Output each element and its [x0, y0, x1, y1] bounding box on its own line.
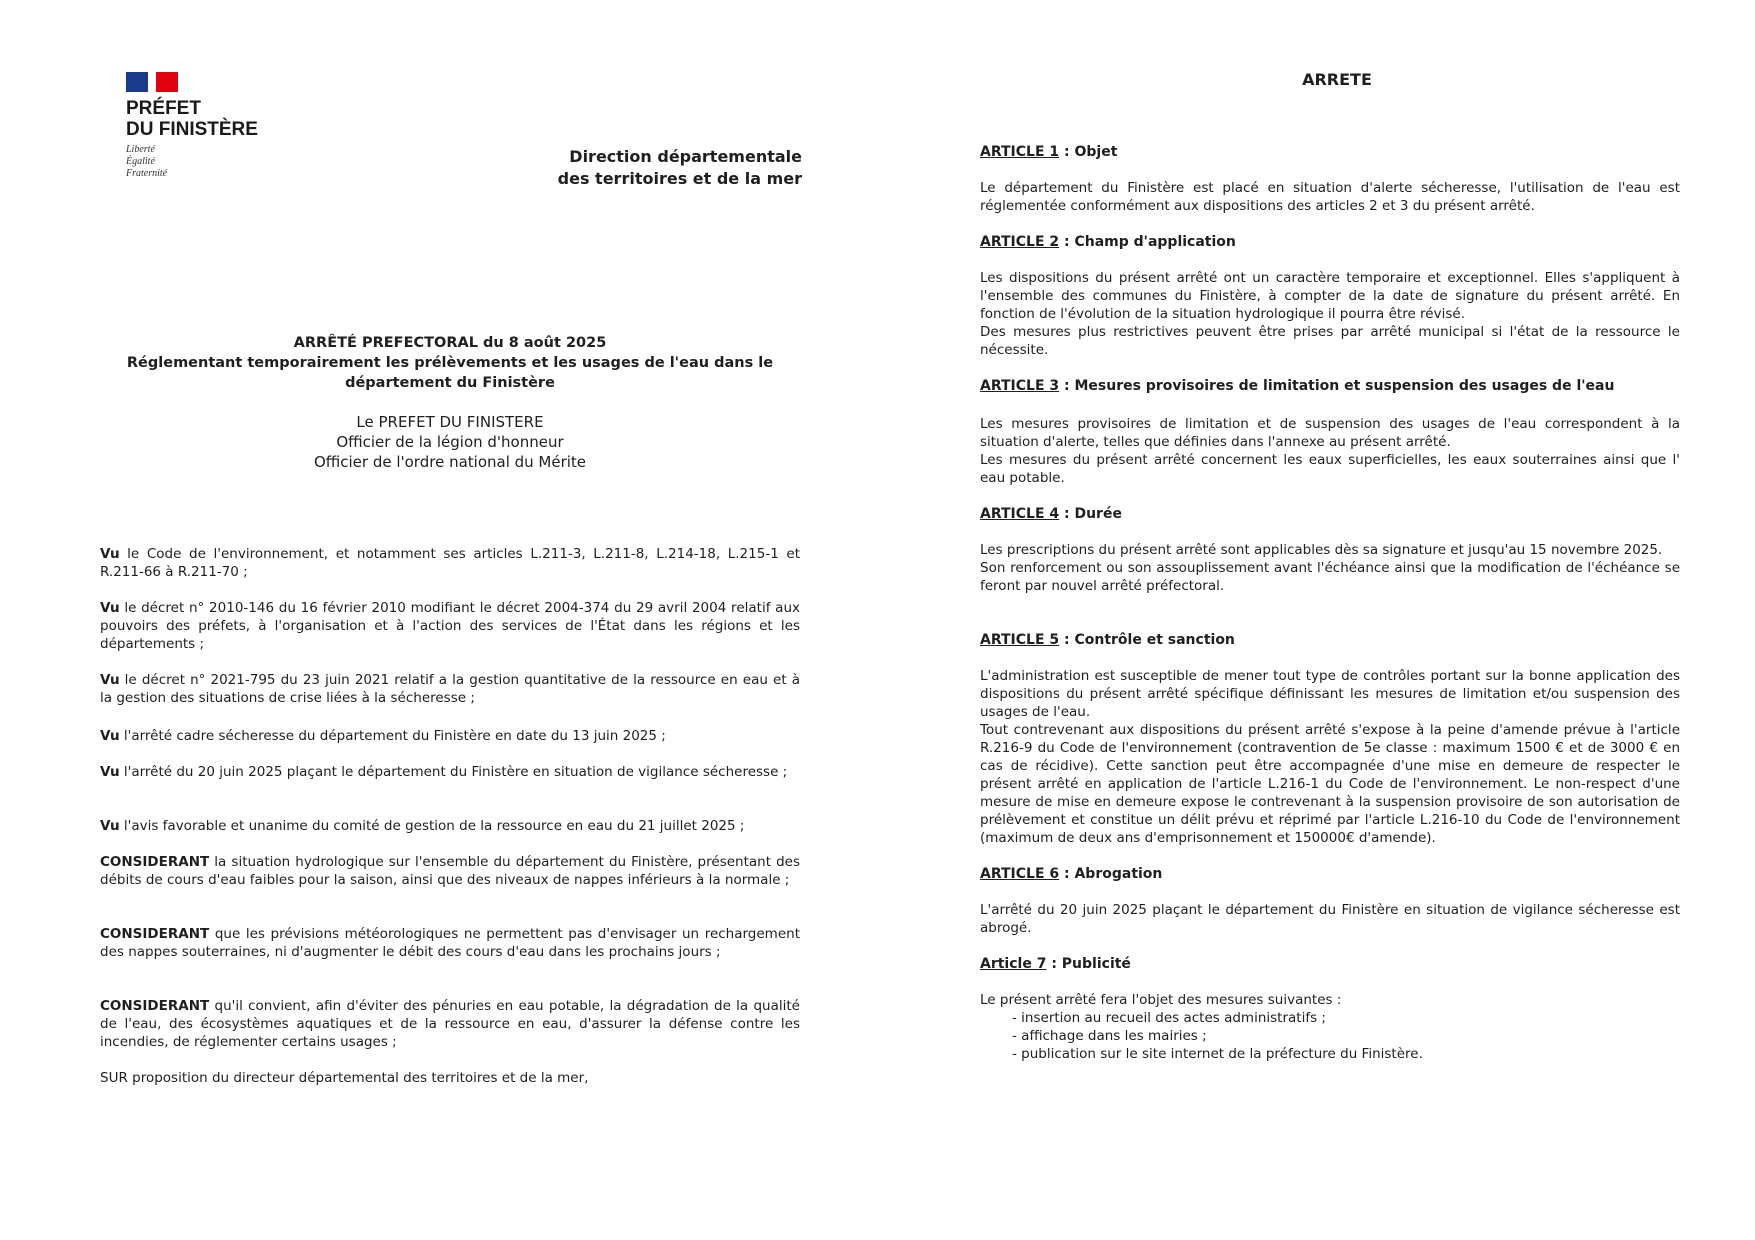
paragraph-line: Les mesures du présent arrêté concernent les eaux superficielles, les eaux souterraines ainsi que l' eau potable. — [980, 452, 1680, 486]
motto-egalite: Égalité — [126, 156, 155, 167]
prefet-name — [126, 98, 258, 140]
article-heading — [980, 955, 1680, 973]
marianne-flag-icon — [126, 72, 178, 92]
right-page — [877, 0, 1755, 1240]
consideration — [100, 545, 800, 581]
consideration — [100, 853, 800, 889]
direction-line1: Direction départementale — [569, 147, 802, 166]
consideration-text: l'arrêté du 20 juin 2025 plaçant le département du Finistère en situation de vigilance sécheresse ; — [119, 764, 788, 780]
consideration — [100, 727, 800, 745]
motto-liberte: Liberté — [126, 144, 155, 155]
title-line2: Réglementant temporairement les prélèvements et les usages de l'eau dans le — [126, 355, 774, 371]
prefecture-logo — [126, 72, 258, 180]
paragraph-line: Tout contrevenant aux dispositions du présent arrêté s'expose à la peine d'amende prévue à l'article R.216-9 du Code de l'environnement (contravention de 5e classe : maximum 1500 € et de 3000 € en cas de récidive). Cette sanction peut être accompagnée d'une mise en demeure de respecter le présent arrêté en application de l'article L.216-1 du Code de l'environnement. Le non-respect d'une mesure de mise en demeure expose le contrevenant à la suspension provisoire de son autorisation de prélèvement et constitue un délit prévu et réprimé par l'article L.216-10 du Code de l'environnement (maximum de deux ans d'emprisonnement et 150000€ d'amende). — [980, 722, 1680, 846]
article-title: : Durée — [1059, 506, 1122, 522]
article-paragraph — [980, 415, 1680, 487]
article-number: ARTICLE 1 — [980, 144, 1060, 160]
consideration-text: SUR proposition du directeur départemental des territoires et de la mer, — [100, 1070, 589, 1086]
paragraph-line: Son renforcement ou son assouplissement avant l'échéance ainsi que la modification de l'échéance se feront par nouvel arrêté préfectoral. — [980, 560, 1680, 594]
consideration — [100, 817, 800, 835]
consideration-text: le Code de l'environnement, et notamment ses articles L.211-3, L.211-8, L.214-18, L.215-1 et R.211-66 à R.211-70 ; — [100, 546, 800, 580]
prefet-title-line2: Officier de la légion d'honneur — [336, 433, 564, 451]
prefet-titles — [100, 412, 800, 472]
article-paragraph — [980, 541, 1680, 595]
consideration-keyword: Vu — [100, 672, 120, 688]
consideration-keyword: Vu — [100, 600, 120, 616]
paragraph-line: L'administration est susceptible de mener tout type de contrôles portant sur la bonne application des dispositions du présent arrêté spécifique définissant les mesures de limitation et/ou suspension des usages de l'eau. — [980, 668, 1680, 720]
arrete-title — [100, 333, 800, 393]
paragraph-line: Les dispositions du présent arrêté ont un caractère temporaire et exceptionnel. Elles s'appliquent à l'ensemble des communes du Finistère, à compter de la date de signature du présent arrêté. En fonction de l'évolution de la situation hydrologique il pourra être révisé. — [980, 270, 1680, 322]
article-heading — [980, 505, 1680, 523]
article-title: : Publicité — [1046, 956, 1131, 972]
direction-line2: des territoires et de la mer — [557, 169, 802, 188]
article-title: : Contrôle et sanction — [1059, 632, 1235, 648]
consideration-text: le décret n° 2021-795 du 23 juin 2021 relatif a la gestion quantitative de la ressource en eau et à la gestion des situations de crise liées à la sécheresse ; — [100, 672, 800, 706]
list-item: - affichage dans les mairies ; — [1012, 1027, 1680, 1045]
consideration-text: la situation hydrologique sur l'ensemble du département du Finistère, présentant des débits de cours d'eau faibles pour la saison, ainsi que des niveaux de nappes inférieurs à la normale ; — [100, 854, 800, 888]
consideration-text: que les prévisions météorologiques ne permettent pas d'envisager un rechargement des nappes souterraines, ni d'augmenter le débit des cours d'eau dans les prochains jours ; — [100, 926, 800, 960]
article-heading — [980, 865, 1680, 883]
paragraph-line: Les mesures provisoires de limitation et de suspension des usages de l'eau correspondent à la situation d'alerte, telles que définies dans l'annexe au présent arrêté. — [980, 416, 1680, 450]
title-line1: ARRÊTÉ PREFECTORAL du 8 août 2025 — [293, 335, 607, 351]
direction-header — [558, 146, 802, 190]
consideration — [100, 599, 800, 653]
article-paragraph: Le département du Finistère est placé en situation d'alerte sécheresse, l'utilisation de l'eau est réglementée conformément aux dispositions des articles 2 et 3 du présent arrêté. — [980, 180, 1680, 214]
consideration-keyword: Vu — [100, 818, 120, 834]
article-heading — [980, 631, 1680, 649]
prefet-line2: DU FINISTÈRE — [126, 119, 258, 140]
consideration-text: qu'il convient, afin d'éviter des pénuries en eau potable, la dégradation de la qualité de l'eau, des écosystèmes aquatiques et de la ressource en eau, d'assurer la défense contre les incendies, de réglementer certains usages ; — [100, 998, 800, 1050]
article-paragraph — [980, 991, 1680, 1063]
consideration-keyword: Vu — [100, 764, 120, 780]
article-number: ARTICLE 5 — [980, 632, 1060, 648]
publicity-list — [980, 1009, 1680, 1063]
article-title: : Mesures provisoires de limitation et suspension des usages de l'eau — [1059, 378, 1615, 394]
prefet-title-line1: Le PREFET DU FINISTERE — [356, 413, 544, 431]
paragraph-line: Des mesures plus restrictives peuvent être prises par arrêté municipal si l'état de la ressource le nécessite. — [980, 324, 1680, 358]
consideration-text: le décret n° 2010-146 du 16 février 2010 modifiant le décret 2004-374 du 29 avril 2004 relatif aux pouvoirs des préfets, à l'organisation et à l'action des services de l'État dans les régions et les départements ; — [100, 600, 800, 652]
consideration-keyword: CONSIDERANT — [100, 926, 210, 942]
article-number: ARTICLE 4 — [980, 506, 1060, 522]
title-line3: département du Finistère — [345, 375, 555, 391]
prefet-line1: PRÉFET — [126, 98, 201, 119]
consideration — [100, 997, 800, 1051]
arrete-heading: ARRETE — [1302, 70, 1372, 89]
consideration-text: l'arrêté cadre sécheresse du département du Finistère en date du 13 juin 2025 ; — [119, 728, 666, 744]
left-page — [0, 0, 877, 1240]
article-paragraph — [980, 269, 1680, 359]
consideration-keyword: Vu — [100, 728, 120, 744]
article-heading — [980, 143, 1680, 161]
article-number: ARTICLE 6 — [980, 866, 1060, 882]
article-number: ARTICLE 3 — [980, 378, 1060, 394]
motto-fraternite: Fraternité — [126, 168, 168, 179]
consideration-text: l'avis favorable et unanime du comité de gestion de la ressource en eau du 21 juillet 2025 ; — [119, 818, 745, 834]
article-title: : Abrogation — [1059, 866, 1163, 882]
paragraph-line: Le présent arrêté fera l'objet des mesures suivantes : — [980, 992, 1342, 1008]
list-item: - insertion au recueil des actes administratifs ; — [1012, 1009, 1680, 1027]
consideration-keyword: CONSIDERANT — [100, 854, 210, 870]
paragraph-line: Les prescriptions du présent arrêté sont applicables dès sa signature et jusqu'au 15 novembre 2025. — [980, 542, 1663, 558]
article-number: Article 7 — [980, 956, 1047, 972]
article-heading — [980, 377, 1680, 395]
prefet-title-line3: Officier de l'ordre national du Mérite — [313, 453, 587, 471]
consideration — [100, 1069, 800, 1087]
article-title: : Champ d'application — [1059, 234, 1236, 250]
consideration — [100, 671, 800, 707]
article-number: ARTICLE 2 — [980, 234, 1060, 250]
article-title: : Objet — [1059, 144, 1118, 160]
consideration-keyword: CONSIDERANT — [100, 998, 210, 1014]
list-item: - publication sur le site internet de la préfecture du Finistère. — [1012, 1045, 1680, 1063]
article-heading — [980, 233, 1680, 251]
article-paragraph: L'arrêté du 20 juin 2025 plaçant le département du Finistère en situation de vigilance sécheresse est abrogé. — [980, 902, 1680, 936]
motto — [126, 144, 258, 180]
consideration — [100, 763, 800, 781]
consideration — [100, 925, 800, 961]
article-paragraph — [980, 667, 1680, 847]
consideration-keyword: Vu — [100, 546, 120, 562]
